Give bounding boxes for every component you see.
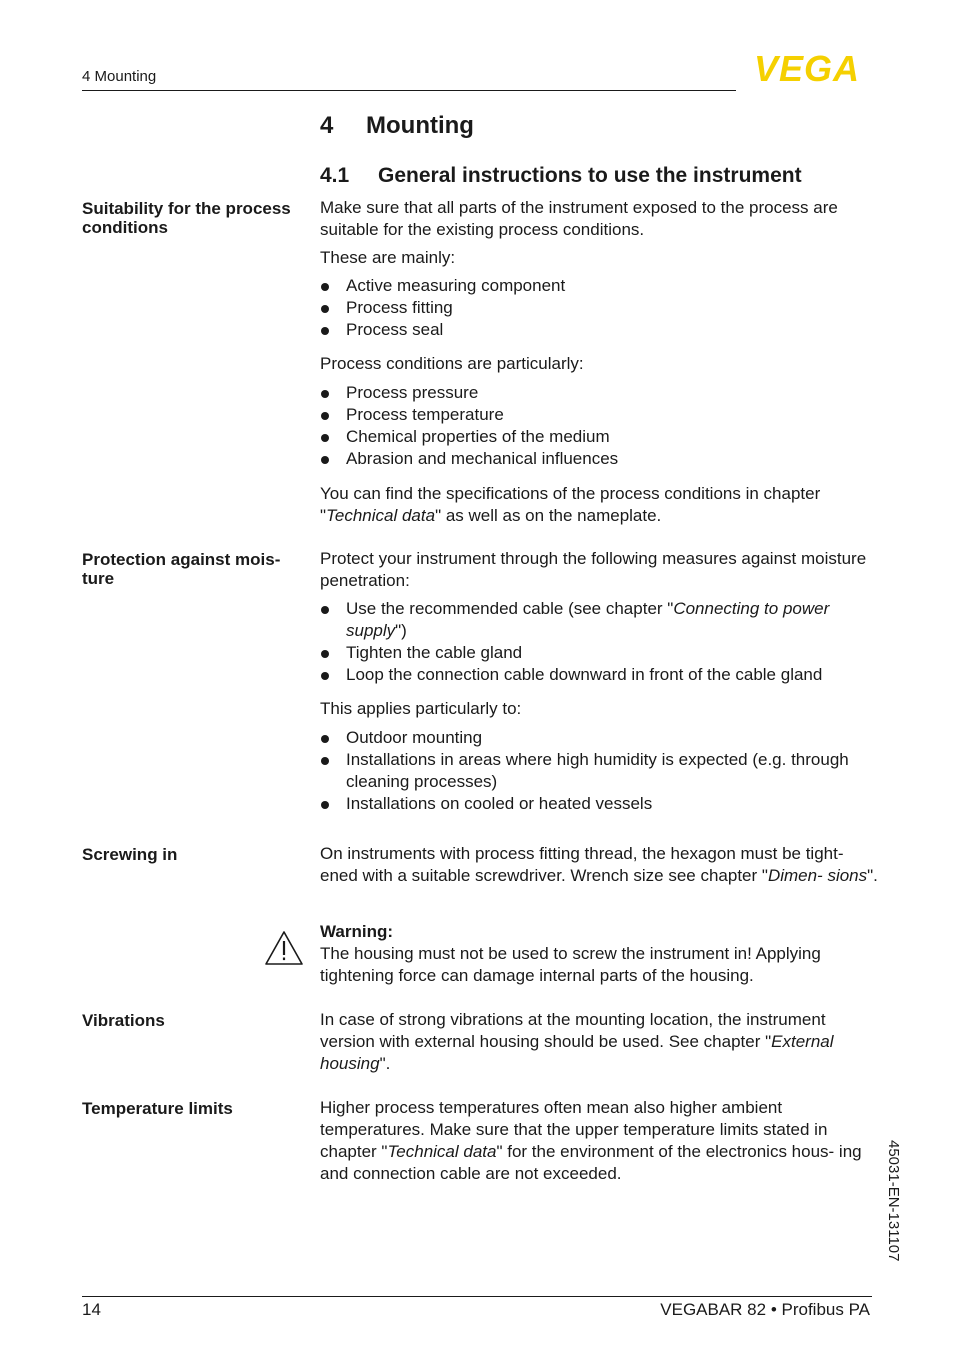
- list-item: Outdoor mounting: [320, 727, 880, 749]
- page-number: 14: [82, 1300, 101, 1319]
- warning-text: The housing must not be used to screw the instrument in! Applying tightening force can damage internal parts of the housing.: [320, 944, 821, 985]
- moisture-label: Protection against mois- ture: [82, 550, 281, 588]
- list-item: Installations on cooled or heated vessels: [320, 793, 880, 815]
- mainly-intro: These are mainly:: [320, 248, 456, 267]
- list-item: Loop the connection cable downward in front of the cable gland: [320, 664, 880, 686]
- list-item: Active measuring component: [320, 275, 880, 297]
- chapter-number: 4: [320, 112, 334, 139]
- product-name: VEGABAR 82 • Profibus PA: [660, 1300, 870, 1319]
- mainly-list: [320, 275, 880, 341]
- running-header: 4 Mounting: [82, 68, 157, 85]
- moisture-list: [320, 598, 880, 686]
- conditions-list: [320, 382, 880, 470]
- vibrations-text: In case of strong vibrations at the mounting location, the instrument version with external housing should be used. See chapter "External housing".: [320, 1010, 834, 1073]
- header-rule: [82, 90, 736, 91]
- vibrations-label: Vibrations: [82, 1011, 165, 1030]
- applies-list: [320, 727, 880, 815]
- screwing-text: On instruments with process fitting thread, the hexagon must be tight- ened with a suitable screwdriver. Wrench size see chapter "Dimen- sions".: [320, 844, 878, 885]
- conditions-intro: Process conditions are particularly:: [320, 354, 584, 373]
- list-item: Chemical properties of the medium: [320, 426, 880, 448]
- warning-title: Warning:: [320, 922, 394, 941]
- list-item: Installations in areas where high humidity is expected (e.g. through cleaning processes): [320, 749, 880, 793]
- section-number: 4.1: [320, 164, 350, 187]
- temperature-text: Higher process temperatures often mean also higher ambient temperatures. Make sure that the upper temperature limits stated in chapter "Technical data" for the environment of the electronics hous- ing and connection cable are not exceeded.: [320, 1098, 862, 1183]
- chapter-title: Mounting: [366, 112, 474, 139]
- chapter-heading: [320, 112, 474, 140]
- temperature-label: Temperature limits: [82, 1099, 233, 1118]
- section-title: General instructions to use the instrument: [378, 164, 802, 187]
- list-item: Process seal: [320, 319, 880, 341]
- list-item: Process fitting: [320, 297, 880, 319]
- vega-logo: [742, 52, 872, 84]
- suitability-label: Suitability for the process conditions: [82, 199, 291, 237]
- list-item: Process pressure: [320, 382, 880, 404]
- applies-intro: This applies particularly to:: [320, 699, 522, 718]
- list-item: Tighten the cable gland: [320, 642, 880, 664]
- suitability-block: [320, 197, 880, 527]
- moisture-block: [320, 548, 880, 815]
- suitability-intro: Make sure that all parts of the instrument exposed to the process are suitable for the existing process conditions.: [320, 198, 838, 239]
- warning-icon: [264, 930, 304, 966]
- spec-reference: You can find the specifications of the process conditions in chapter "Technical data" as well as on the nameplate.: [320, 484, 821, 525]
- moisture-intro: Protect your instrument through the following measures against moisture penetration:: [320, 549, 867, 590]
- list-item: Abrasion and mechanical influences: [320, 448, 880, 470]
- list-item: Process temperature: [320, 404, 880, 426]
- list-item: Use the recommended cable (see chapter "Connecting to power supply"): [320, 598, 880, 642]
- section-heading: [320, 164, 802, 188]
- screwing-label: Screwing in: [82, 845, 178, 864]
- warning-block: [320, 921, 880, 987]
- document-number: 45031-EN-131107: [885, 1140, 902, 1262]
- logo-text: VEGA: [753, 52, 861, 84]
- footer-rule: [82, 1296, 872, 1297]
